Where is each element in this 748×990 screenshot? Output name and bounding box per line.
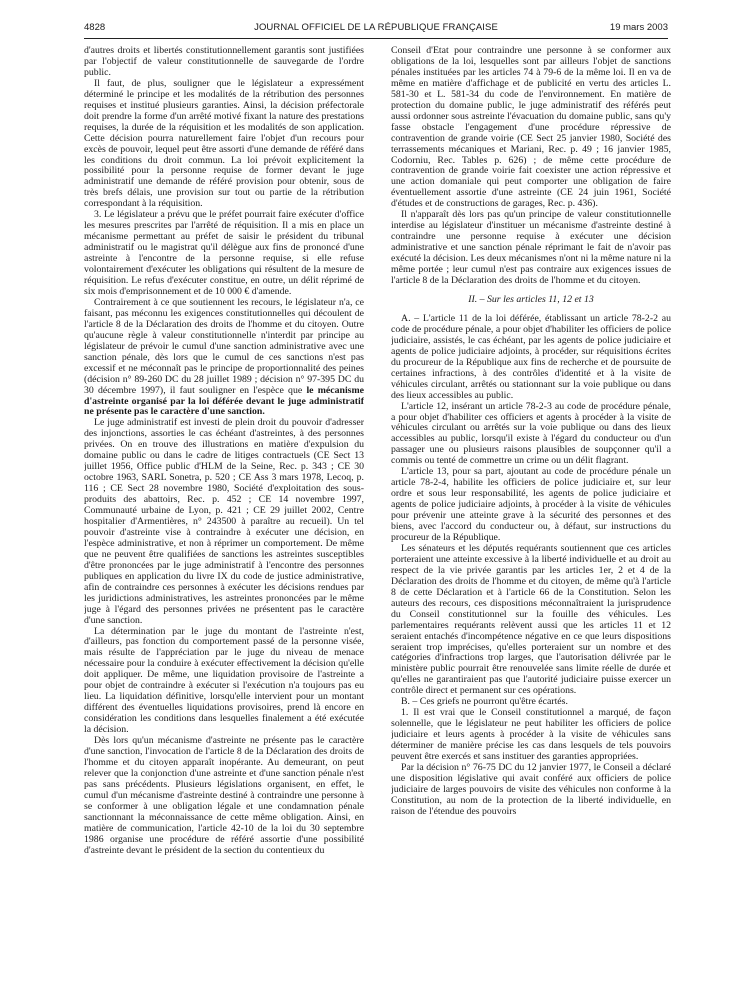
journal-title: JOURNAL OFFICIEL DE LA RÉPUBLIQUE FRANÇAISE — [254, 22, 498, 33]
paragraph: Conseil d'Etat pour contraindre une personne à se conformer aux obligations de la loi, lesquelles sont par ailleurs l'objet de sanctions pénales instituées par les articles 74 à 79-6 de la même loi. Il en va de même en matière d'affichage et de publicité en vertu des articles L. 581-30 et L. 581-34 du code de l'environnement. En matière de protection du domaine public, le juge administratif des référés peut aussi ordonner sous astreinte l'évacuation du domaine public, sans qu'y fasse obstacle l'engagement d'une procédure répressive de contravention de grande voirie (CE Sect 25 janvier 1980, Société des terrassements mécaniques et Mariani, Rec. p. 49 ; 16 janvier 1985, Codorniu, Rec. Tables p. 626) ; de même cette procédure de contravention de grande voirie fait coexister une action répressive et une action domaniale qui peut comporter une obligation de faire éventuellement assortie d'une astreinte (CE 24 juin 1961, Société d'études et de constructions de garages, Rec. p. 436). — [391, 46, 671, 210]
right-column — [391, 46, 671, 976]
paragraph: d'autres droits et libertés constitutionnellement garantis sont justifiées par l'objectif de valeur constitutionnelle de sauvegarde de l'ordre public. — [84, 46, 364, 78]
page-header — [84, 20, 668, 36]
issue-date: 19 mars 2003 — [609, 22, 668, 33]
paragraph: Dès lors qu'un mécanisme d'astreinte ne présente pas le caractère d'une sanction, l'invocation de l'article 8 de la Déclaration des droits de l'homme et du citoyen apparaît inopérante. Au demeurant, on peut relever que la conjonction d'une astreinte et d'une sanction pénale n'est pas sans précédents. Plusieurs législations organisent, en effet, le cumul d'un mécanisme d'astreinte destiné à contraindre une personne à se conformer à une obligation légale et une condamnation pénale sanctionnant la méconnaissance de cette même obligation. Ainsi, en matière de communication, l'article 42-10 de la loi du 30 septembre 1986 organise une procédure de référé assortie d'une possibilité d'astreinte devant le président de la section du contentieux du — [84, 735, 364, 856]
paragraph-text: Contrairement à ce que soutiennent les recours, le législateur n'a, ce faisant, pas méconnu les exigences constitutionnelles qui découlent de l'article 8 de la Déclaration des droits de l'homme et du citoyen. Outre qu'aucune règle à valeur constitutionnelle n'interdit par principe au législateur de prévoir le cumul d'une sanction administrative avec une sanction pénale, dès lors que le cumul de ces sanctions n'est pas excessif et ne méconnaît pas le principe de proportionnalité des peines (décision n° 89-260 DC du 28 juillet 1989 ; décision n° 97-395 DC du 30 décembre 1997), il faut souligner en l'espèce que — [84, 296, 364, 396]
paragraph: 1. Il est vrai que le Conseil constitutionnel a marqué, de façon solennelle, que le législateur ne peut habiliter les officiers de police judiciaire et leurs agents à procéder à la visite de véhicules sans déterminer de manière précise les cas dans lesquels de tels pouvoirs peuvent être exercés et sans instituer des garanties appropriées. — [391, 707, 671, 763]
paragraph: Il n'apparaît dès lors pas qu'un principe de valeur constitutionnelle interdise au législateur d'instituer un mécanisme d'astreinte destiné à contraindre une personne requise à exécuter une décision administrative et une sanction pénale réprimant le fait de n'avoir pas exécuté la décision. Les deux mécanismes n'ont ni la même nature ni la même portée ; leur cumul n'est pas contraire aux exigences issues de l'article 8 de la Déclaration des droits de l'homme et du citoyen. — [391, 209, 671, 287]
paragraph: Le juge administratif est investi de plein droit du pouvoir d'adresser des injonctions, assorties le cas échéant d'astreintes, à des personnes privées. On en trouve des illustrations en matière d'expulsion du domaine public ou dans le cadre de litiges contractuels (CE Sect 13 juillet 1956, Office public d'HLM de la Seine, Rec. p. 343 ; CE 30 octobre 1963, SARL Sonetra, p. 520 ; CE Ass 3 mars 1978, Lecoq, p. 116 ; CE Sect 28 novembre 1980, Société d'exploitation des sous-produits des abattoirs, Rec. p. 452 ; CE 14 novembre 1997, Communauté urbaine de Lyon, p. 421 ; CE 29 juillet 2002, Centre hospitalier d'Armentières, n° 243500 à paraître au recueil). Un tel pouvoir d'astreinte vise à contraindre à exécuter une décision, en l'espèce administrative, et non à réprimer un comportement. De même que ne peuvent être qualifiées de sanctions les astreintes susceptibles d'être prononcées par le juge administratif à l'encontre des personnes publiques en application du livre IX du code de justice administrative, afin de contraindre ces personnes à exécuter les décisions rendues par les juridictions administratives, les astreintes prononcées par le même juge à l'égard des personnes privées ne présentent pas le caractère d'une sanction. — [84, 417, 364, 626]
paragraph — [84, 298, 364, 418]
paragraph: Par la décision n° 76-75 DC du 12 janvier 1977, le Conseil a déclaré une disposition législative qui avait conféré aux officiers de police judiciaire de larges pouvoirs de visite des véhicules non conforme à la Constitution, au nom de la protection de la liberté individuelle, en raison de l'étendue des pouvoirs — [391, 762, 671, 817]
paragraph: Les sénateurs et les députés requérants soutiennent que ces articles porteraient une atteinte excessive à la liberté individuelle et au droit au respect de la vie privée garantis par les articles 1er, 2 et 4 de la Déclaration des droits de l'homme et du citoyen, de même qu'à l'article 8 de cette Déclaration et à l'article 66 de la Constitution. Selon les auteurs des recours, ces dispositions méconnaîtraient la jurisprudence du Conseil constitutionnel sur la fouille des véhicules. Les parlementaires requérants relèvent aussi que les articles 11 et 12 seraient entachés d'incompétence négative en ce que leurs dispositions seraient trop imprécises, qu'elles porteraient sur un nombre et des catégories d'infractions trop larges, que l'autorisation délivrée par le ministère public pourrait être renouvelée sans limite réelle de durée et qu'elles ne garantiraient pas que l'autorité judiciaire puisse exercer un contrôle direct et permanent sur ces opérations. — [391, 542, 671, 697]
section-heading: II. – Sur les articles 11, 12 et 13 — [468, 293, 594, 305]
paragraph: L'article 12, insérant un article 78-2-3 au code de procédure pénale, a pour objet d'habiliter ces officiers et agents à procéder à la visite de véhicules circulant ou arrêtés sur la voie publique ou dans des lieux accessibles au public, lorsqu'il existe à l'égard du conducteur ou d'un passager une ou plusieurs raisons plausibles de soupçonner qu'il a commis ou tenté de commettre un crime ou un délit flagrant. — [391, 400, 671, 467]
paragraph: L'article 13, pour sa part, ajoutant au code de procédure pénale un article 78-2-4, habilite les officiers de police judiciaire et, sur leur ordre et sous leur responsabilité, les agents de police judiciaire et agents de police judiciaire adjoints, à procéder à la visite de véhicules pour prévenir une atteinte grave à la sécurité des personnes et des biens, avec l'accord du conducteur ou, à défaut, sur instructions du procureur de la République. — [391, 466, 671, 543]
paragraph: A. – L'article 11 de la loi déférée, établissant un article 78-2-2 au code de procédure pénale, a pour objet d'habiliter les officiers de police judiciaire, assistés, le cas échéant, par les agents de police judiciaire et agents de police judiciaire adjoints, à procéder, sur réquisitions écrites du procureur de la République aux fins de recherche et de poursuite de certaines infractions, à des contrôles d'identité et à la visite de véhicules circulant, arrêtés ou stationnant sur la voie publique ou dans des lieux accessibles au public. — [391, 312, 671, 401]
bold-statement: le mécanisme d'astreinte organisé par la loi déférée devant le juge administratif ne présente pas le caractère d'une sanction. — [84, 384, 364, 418]
paragraph: La détermination par le juge du montant de l'astreinte n'est, d'ailleurs, pas fonction du comportement passé de la personne visée, mais résulte de l'appréciation par le juge du niveau de menace nécessaire pour la conduire à exécuter effectivement la décision qu'elle doit appliquer. De même, une liquidation provisoire de l'astreinte a pour objet de contraindre à exécuter si l'exécution n'a toujours pas eu lieu. La liquidation définitive, lorsqu'elle intervient pour un montant différent des éventuelles liquidations provisoires, prend là encore en considération les conditions dans lesquelles finalement a été exécutée la décision. — [84, 625, 364, 736]
paragraph: 3. Le législateur a prévu que le préfet pourrait faire exécuter d'office les mesures prescrites par l'arrêté de réquisition. Il a mis en place un mécanisme permettant au préfet de saisir le président du tribunal administratif ou le magistrat qu'il délègue aux fins de prononcé d'une astreinte à l'encontre de la personne requise, si elle refuse volontairement d'exécuter les obligations qui résultent de la mesure de réquisition. Le refus d'exécuter constitue, en outre, un délit réprimé de six mois d'emprisonnement et de 10 000 € d'amende. — [84, 209, 364, 297]
left-column — [84, 46, 364, 976]
paragraph: Il faut, de plus, souligner que le législateur a expressément déterminé le principe et les modalités de la rétribution des personnes requises et institué plusieurs garanties. Ainsi, la décision préfectorale doit prendre la forme d'un arrêté motivé fixant la nature des prestations requises, la durée de la réquisition et les modalités de son application. Cette décision pourra naturellement faire l'objet d'un recours pour excès de pouvoir, lequel peut être assorti d'une demande de référé dans les conditions du droit commun. La loi prévoit explicitement la possibilité pour la personne requise de former devant le juge administratif une demande de référé provision pour obtenir, sous de très brefs délais, une provision sur tout ou partie de la rétribution correspondant à la réquisition. — [84, 77, 364, 210]
header-rule — [84, 38, 668, 39]
page-number: 4828 — [84, 22, 106, 33]
paragraph: B. – Ces griefs ne pourront qu'être écartés. — [401, 696, 568, 708]
